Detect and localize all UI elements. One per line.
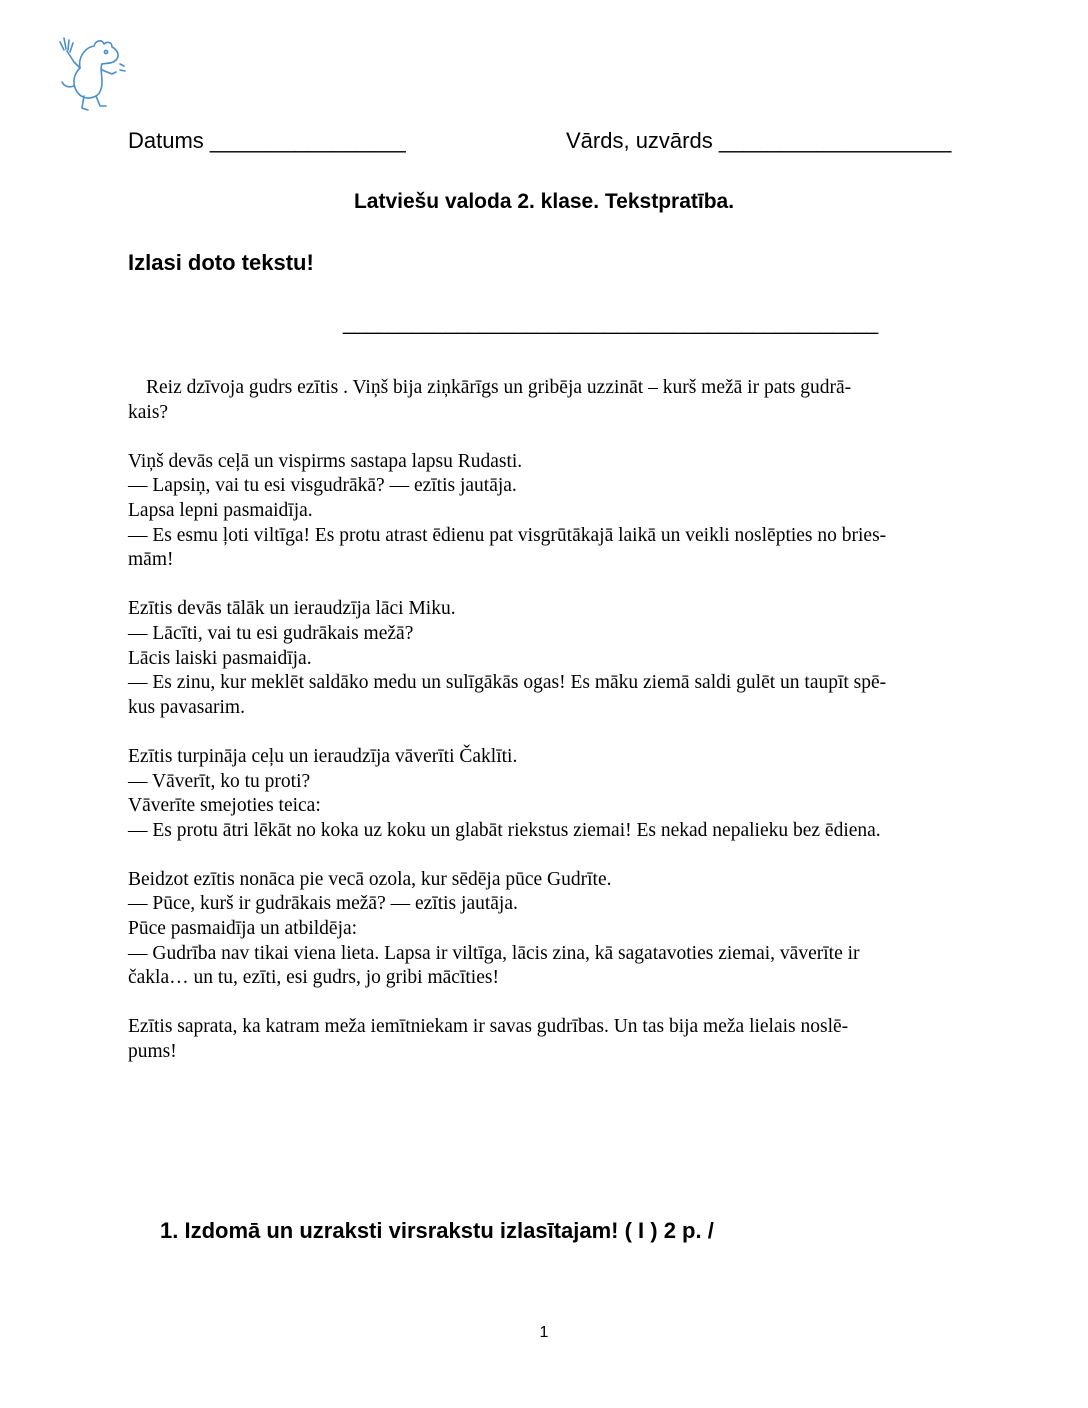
name-field-label: Vārds, uzvārds ___________________ bbox=[566, 128, 952, 153]
document-title: Latviešu valoda 2. klase. Tekstpratība. bbox=[353, 190, 735, 213]
story-line: Ezītis devās tālāk un ieraudzīja lāci Miku. bbox=[128, 598, 456, 620]
story-line: — Pūce, kurš ir gudrākais mežā? — ezītis jautāja. bbox=[128, 893, 518, 915]
story-paragraph-6 bbox=[128, 1015, 960, 1064]
story-line: Vāverīte smejoties teica: bbox=[128, 795, 321, 817]
task-1-heading: 1. Izdomā un uzraksti virsrakstu izlasītajam! ( I ) 2 p. / bbox=[160, 1218, 714, 1243]
story-line: — Lācīti, vai tu esi gudrākais mežā? bbox=[128, 622, 414, 644]
story-line: — Vāverīt, ko tu proti? bbox=[128, 770, 311, 792]
instruction-heading: Izlasi doto tekstu! bbox=[128, 250, 314, 275]
story-paragraph-1 bbox=[128, 376, 960, 425]
story-line: Reiz dzīvoja gudrs ezītis . Viņš bija ziņkārīgs un gribēja uzzināt – kurš mežā ir pats gudrā- bbox=[146, 377, 852, 398]
moomin-logo bbox=[50, 30, 150, 116]
story-line: kais? bbox=[128, 401, 169, 423]
page-number: 1 bbox=[539, 1324, 549, 1341]
story-line: — Es protu ātri lēkāt no koka uz koku un glabāt riekstus ziemai! Es nekad nepalieku bez ēdiena. bbox=[128, 819, 881, 841]
story-paragraph-5 bbox=[128, 868, 960, 991]
story-line: Lācis laiski pasmaidīja. bbox=[128, 647, 312, 669]
story-line: pums! bbox=[128, 1041, 177, 1063]
story-line: Beidzot ezītis nonāca pie vecā ozola, kur sēdēja pūce Gudrīte. bbox=[128, 868, 612, 890]
story-paragraph-4 bbox=[128, 745, 960, 843]
story-line: — Es esmu ļoti viltīga! Es protu atrast ēdienu pat visgrūtākajā laikā un veikli noslēpties no bries- bbox=[128, 524, 887, 546]
story-title-blank-line: _______________________________________________ bbox=[343, 312, 878, 335]
story-line: — Lapsiņ, vai tu esi visgudrākā? — ezītis jautāja. bbox=[128, 475, 517, 497]
story-line: Ezītis saprata, ka katram meža iemītniekam ir savas gudrības. Un tas bija meža lielais noslē- bbox=[128, 1016, 849, 1038]
story-line: Ezītis turpināja ceļu un ieraudzīja vāverīti Čaklīti. bbox=[128, 745, 518, 767]
story-line: — Es zinu, kur meklēt saldāko medu un sulīgākās ogas! Es māku ziemā saldi gulēt un taupīt spē- bbox=[128, 672, 887, 694]
story-line: kus pavasarim. bbox=[128, 696, 245, 718]
story-paragraph-3 bbox=[128, 597, 960, 720]
story-line: Lapsa lepni pasmaidīja. bbox=[128, 499, 313, 521]
story-line: Viņš devās ceļā un vispirms sastapa lapsu Rudasti. bbox=[128, 450, 523, 472]
story-line: čakla… un tu, ezīti, esi gudrs, jo gribi mācīties! bbox=[128, 967, 499, 989]
story-line: Pūce pasmaidīja un atbildēja: bbox=[128, 918, 358, 940]
story-line: — Gudrība nav tikai viena lieta. Lapsa ir viltīga, lācis zina, kā sagatavoties ziemai, vāverīte ir bbox=[128, 942, 860, 964]
story-text bbox=[128, 376, 960, 1089]
date-field-label: Datums ________________ bbox=[128, 128, 406, 153]
story-paragraph-2 bbox=[128, 450, 960, 573]
story-line: mām! bbox=[128, 549, 174, 571]
